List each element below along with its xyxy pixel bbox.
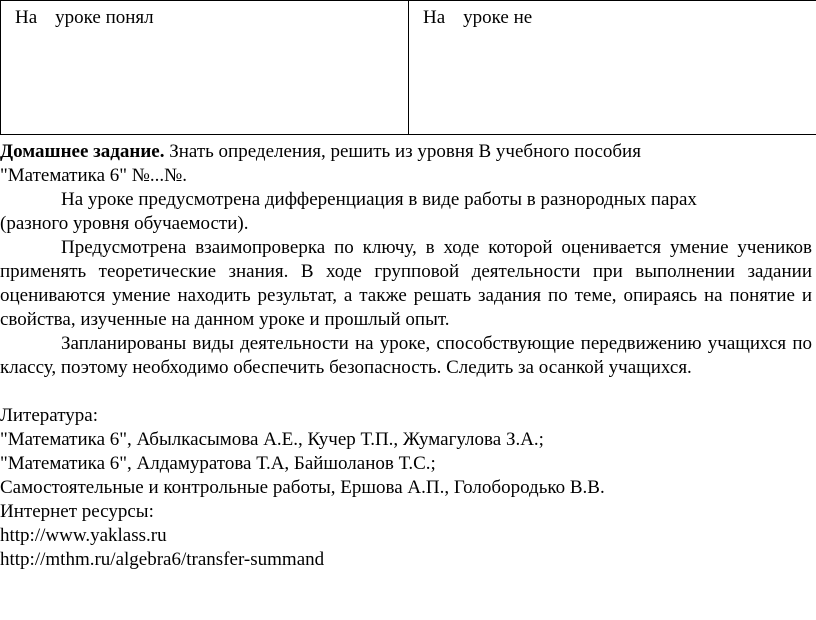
resource-link[interactable]: http://mthm.ru/algebra6/transfer-summand: [0, 549, 325, 570]
literature-item: "Математика 6", Абылкасымова А.Е., Кучер Т.П., Жумагулова З.А.;: [0, 429, 544, 450]
homework-text-continued: "Математика 6" №...№.: [0, 165, 188, 186]
literature-heading: Литература:: [0, 405, 98, 426]
internet-resources-heading: Интернет ресурсы:: [0, 501, 154, 522]
paragraph-differentiation-line1: На уроке предусмотрена дифференциация в виде работы в разнородных парах: [61, 189, 697, 210]
literature-item: Самостоятельные и контрольные работы, Ершова А.П., Голобородько В.В.: [0, 477, 605, 498]
paragraph-safety: Запланированы виды деятельности на уроке, способствующие передвижению учащихся по классу, поэтому необходимо обеспечить безопасность. Следить за осанкой учащихся.: [0, 333, 812, 378]
document-body: [0, 140, 812, 572]
reflection-cell-understood: [1, 1, 409, 135]
paragraph-differentiation-line2: (разного уровня обучаемости).: [0, 213, 249, 234]
homework-line: [0, 140, 812, 164]
reflection-cell-understood-word1: На: [15, 7, 38, 28]
reflection-cell-not-understood-word1: На: [423, 7, 446, 28]
resource-link[interactable]: http://www.yaklass.ru: [0, 525, 167, 546]
reflection-table-row: [1, 1, 816, 135]
reflection-table: [0, 0, 816, 135]
blank-line: [0, 380, 812, 404]
homework-label: Домашнее задание.: [0, 141, 165, 162]
homework-text: Знать определения, решить из уровня В учебного пособия: [164, 141, 641, 162]
reflection-cell-not-understood: [409, 1, 816, 135]
literature-item: "Математика 6", Алдамуратова Т.А, Байшоланов Т.С.;: [0, 453, 436, 474]
paragraph-peer-review: Предусмотрена взаимопроверка по ключу, в ходе которой оценивается умение учеников применять теоретические знания. В ходе групповой деятельности при выполнении задании оцениваются умение находить результат, а также решать задания по теме, опираясь на понятие и свойства, изученные на данном уроке и прошлый опыт.: [0, 237, 812, 330]
reflection-cell-not-understood-word2: уроке не: [463, 7, 533, 28]
reflection-cell-understood-word2: уроке понял: [55, 7, 154, 28]
